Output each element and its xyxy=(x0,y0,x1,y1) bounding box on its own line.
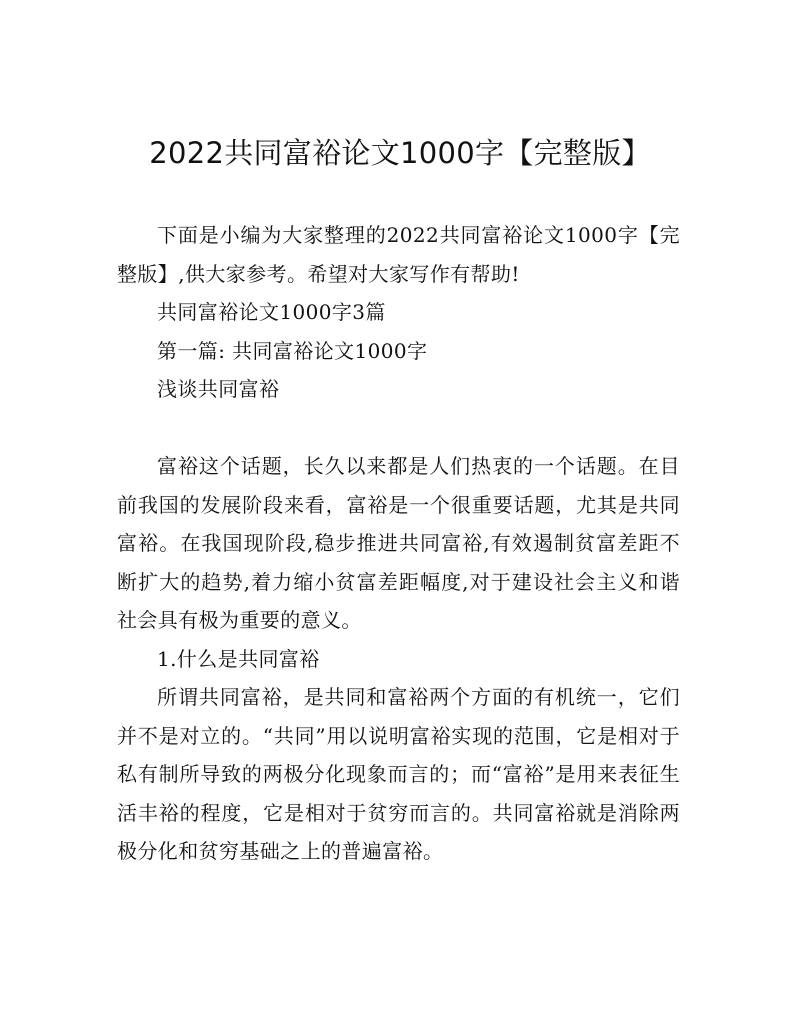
body-paragraph: 富裕这个话题，长久以来都是人们热衷的一个话题。在目前我国的发展阶段来看，富裕是一个很重要话题，尤其是共同富裕。在我国现阶段,稳步推进共同富裕,有效遏制贫富差距不断扩大的趋势,着力缩小贫富差距幅度,对于建设社会主义和谐社会具有极为重要的意义。 xyxy=(117,454,680,632)
first-article-heading: 第一篇: 共同富裕论文1000字 xyxy=(157,338,428,363)
article-subtitle: 浅谈共同富裕 xyxy=(157,377,280,401)
body-paragraph: 所谓共同富裕，是共同和富裕两个方面的有机统一，它们并不是对立的。“共同”用以说明富裕实现的范围，它是相对于私有制所导致的两极分化现象而言的；而“富裕”是用来表征生活丰裕的程度，它是相对于贫穷而言的。共同富裕就是消除两极分化和贫穷基础之上的普遍富裕。 xyxy=(117,685,680,863)
document-title: 2022共同富裕论文1000字【完整版】 xyxy=(149,136,651,170)
paragraph-gap xyxy=(117,409,680,448)
article-set-heading: 共同富裕论文1000字3篇 xyxy=(157,300,386,324)
intro-paragraph: 下面是小编为大家整理的2022共同富裕论文1000字【完整版】,供大家参考。希望对大家写作有帮助! xyxy=(117,223,680,286)
section-heading: 1.什么是共同富裕 xyxy=(157,646,320,671)
document-body xyxy=(117,216,680,871)
